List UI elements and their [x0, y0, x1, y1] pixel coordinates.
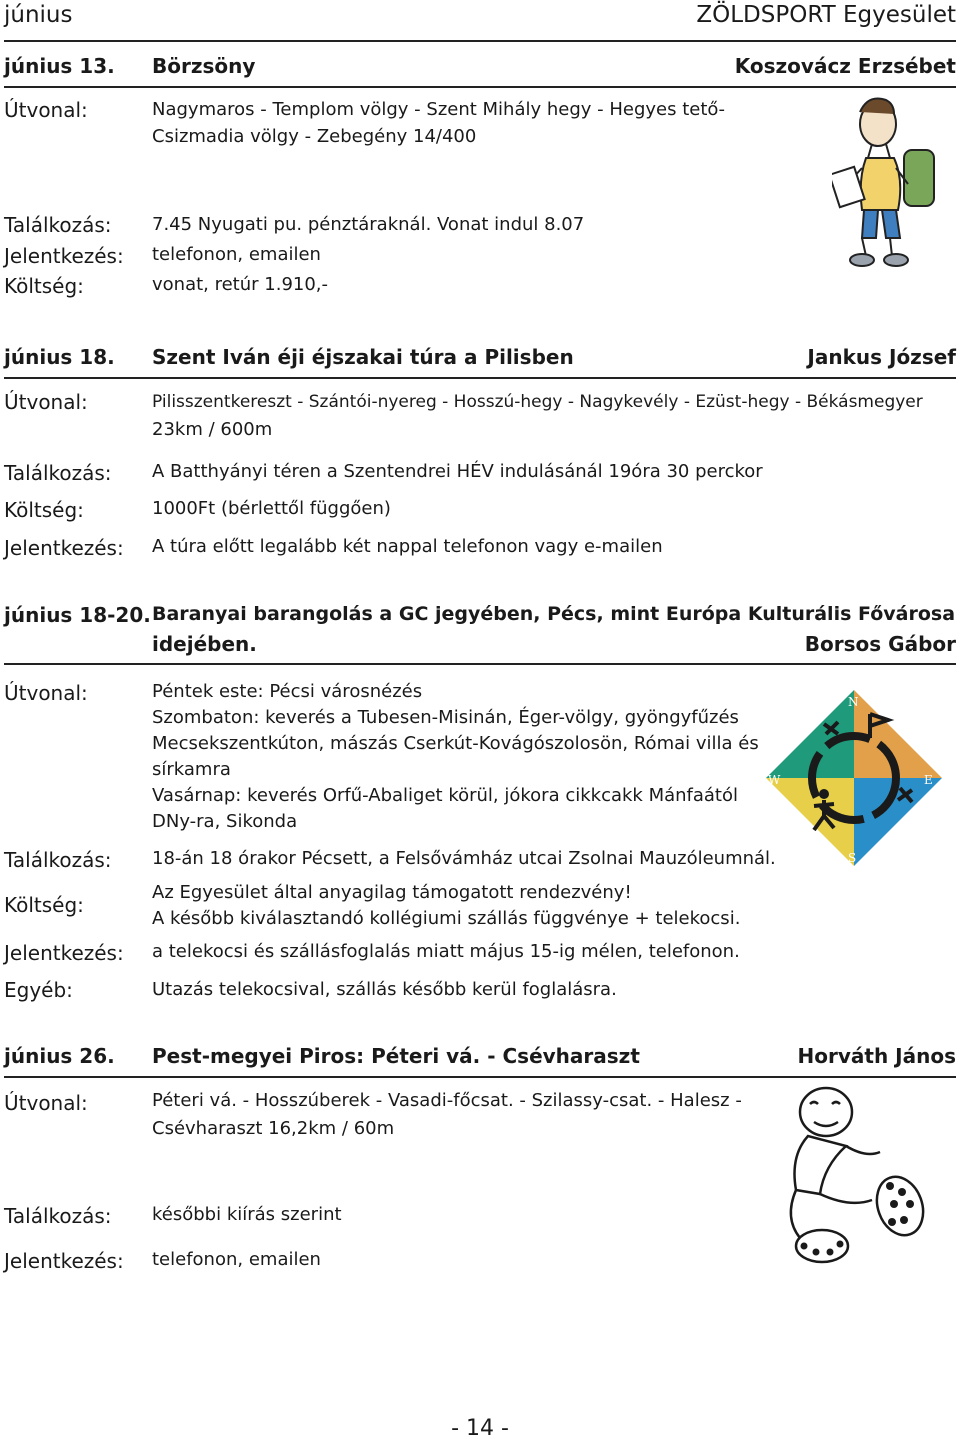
event-leader: Jankus József	[807, 345, 956, 369]
header-rule	[4, 40, 956, 42]
cost-line: A később kiválasztandó kollégiumi szállás függvénye + telekocsi.	[152, 908, 741, 929]
event-leader: Koszovácz Erzsébet	[734, 54, 956, 78]
event-date: június 13.	[4, 54, 115, 78]
meeting-label: Találkozás:	[4, 461, 112, 485]
route-label: Útvonal:	[4, 98, 88, 122]
compass-s-letter: S	[848, 851, 857, 865]
route-label: Útvonal:	[4, 390, 88, 414]
meeting-value: 7.45 Nyugati pu. pénztáraknál. Vonat indul 8.07	[152, 214, 585, 235]
event-leader: Borsos Gábor	[804, 632, 956, 656]
route-line: Vasárnap: keverés Orfű-Abaliget körül, jókora cikkcakk Mánfaától	[152, 785, 739, 806]
registration-label: Jelentkezés:	[4, 941, 124, 965]
meeting-value: A Batthyányi téren a Szentendrei HÉV indulásánál 19óra 30 perckor	[152, 461, 763, 482]
route-label: Útvonal:	[4, 1091, 88, 1115]
event-leader: Horváth János	[797, 1044, 956, 1068]
hiker-illustration	[832, 88, 944, 270]
cost-label: Költség:	[4, 498, 84, 522]
meeting-value: 18-án 18 órakor Pécsett, a Felsővámház utcai Zsolnai Mauzóleumnál.	[152, 848, 776, 869]
route-line: Csévharaszt 16,2km / 60m	[152, 1118, 395, 1139]
route-line: 23km / 600m	[152, 419, 273, 440]
event-title: Szent Iván éji éjszakai túra a Pilisben	[152, 345, 574, 369]
month-heading: június	[4, 2, 73, 28]
event-title: Börzsöny	[152, 54, 256, 78]
compass-n-letter: N	[848, 695, 859, 709]
section-rule	[4, 1076, 956, 1078]
event-date: június 18-20.	[4, 603, 151, 627]
walker-illustration	[780, 1082, 930, 1274]
event-title: Pest-megyei Piros: Péteri vá. - Csévharaszt	[152, 1044, 640, 1068]
route-line: DNy-ra, Sikonda	[152, 811, 298, 832]
organization-name: ZÖLDSPORT Egyesület	[696, 2, 956, 28]
event-title: Baranyai barangolás a GC jegyében, Pécs, mint Európa Kulturális Fővárosa	[152, 603, 956, 625]
registration-value: telefonon, emailen	[152, 1249, 321, 1270]
compass-w-letter: W	[768, 773, 781, 787]
cost-value: 1000Ft (bérlettől függően)	[152, 498, 391, 519]
other-label: Egyéb:	[4, 978, 73, 1002]
route-line: Szombaton: keverés a Tubesen-Misinán, Éger-völgy, gyöngyfűzés	[152, 707, 739, 728]
page-number: - 14 -	[451, 1416, 509, 1441]
section-rule	[4, 663, 956, 665]
other-value: Utazás telekocsival, szállás később kerül foglalásra.	[152, 979, 617, 1000]
compass-logo	[766, 690, 942, 866]
compass-e-letter: E	[924, 773, 933, 787]
route-line: Nagymaros - Templom völgy - Szent Mihály hegy - Hegyes tető-	[152, 99, 725, 120]
route-line: Péteri vá. - Hosszúberek - Vasadi-főcsat. - Szilassy-csat. - Halesz -	[152, 1090, 742, 1111]
registration-label: Jelentkezés:	[4, 536, 124, 560]
route-line: Mecsekszentkúton, mászás Cserkút-Kovágószolosön, Római villa és	[152, 733, 759, 754]
event-date: június 26.	[4, 1044, 115, 1068]
cost-value: vonat, retúr 1.910,-	[152, 274, 329, 295]
route-line: Csizmadia völgy - Zebegény 14/400	[152, 126, 477, 147]
route-label: Útvonal:	[4, 681, 88, 705]
registration-value: a telekocsi és szállásfoglalás miatt május 15-ig mélen, telefonon.	[152, 941, 740, 962]
registration-label: Jelentkezés:	[4, 244, 124, 268]
cost-line: Az Egyesület által anyagilag támogatott rendezvény!	[152, 882, 632, 903]
section-rule	[4, 377, 956, 379]
cost-label: Költség:	[4, 274, 84, 298]
route-line: sírkamra	[152, 759, 231, 780]
meeting-label: Találkozás:	[4, 1204, 112, 1228]
registration-label: Jelentkezés:	[4, 1249, 124, 1273]
meeting-value: későbbi kiírás szerint	[152, 1204, 342, 1225]
route-line: Pilisszentkereszt - Szántói-nyereg - Hosszú-hegy - Nagykevély - Ezüst-hegy - Békásmegyer	[152, 392, 923, 412]
registration-value: A túra előtt legalább két nappal telefonon vagy e-mailen	[152, 536, 663, 557]
event-date: június 18.	[4, 345, 115, 369]
meeting-label: Találkozás:	[4, 213, 112, 237]
section-rule	[4, 86, 956, 88]
route-line: Péntek este: Pécsi városnézés	[152, 681, 423, 702]
cost-label: Költség:	[4, 893, 84, 917]
event-title-continued: idejében.	[152, 632, 257, 656]
registration-value: telefonon, emailen	[152, 244, 321, 265]
meeting-label: Találkozás:	[4, 848, 112, 872]
